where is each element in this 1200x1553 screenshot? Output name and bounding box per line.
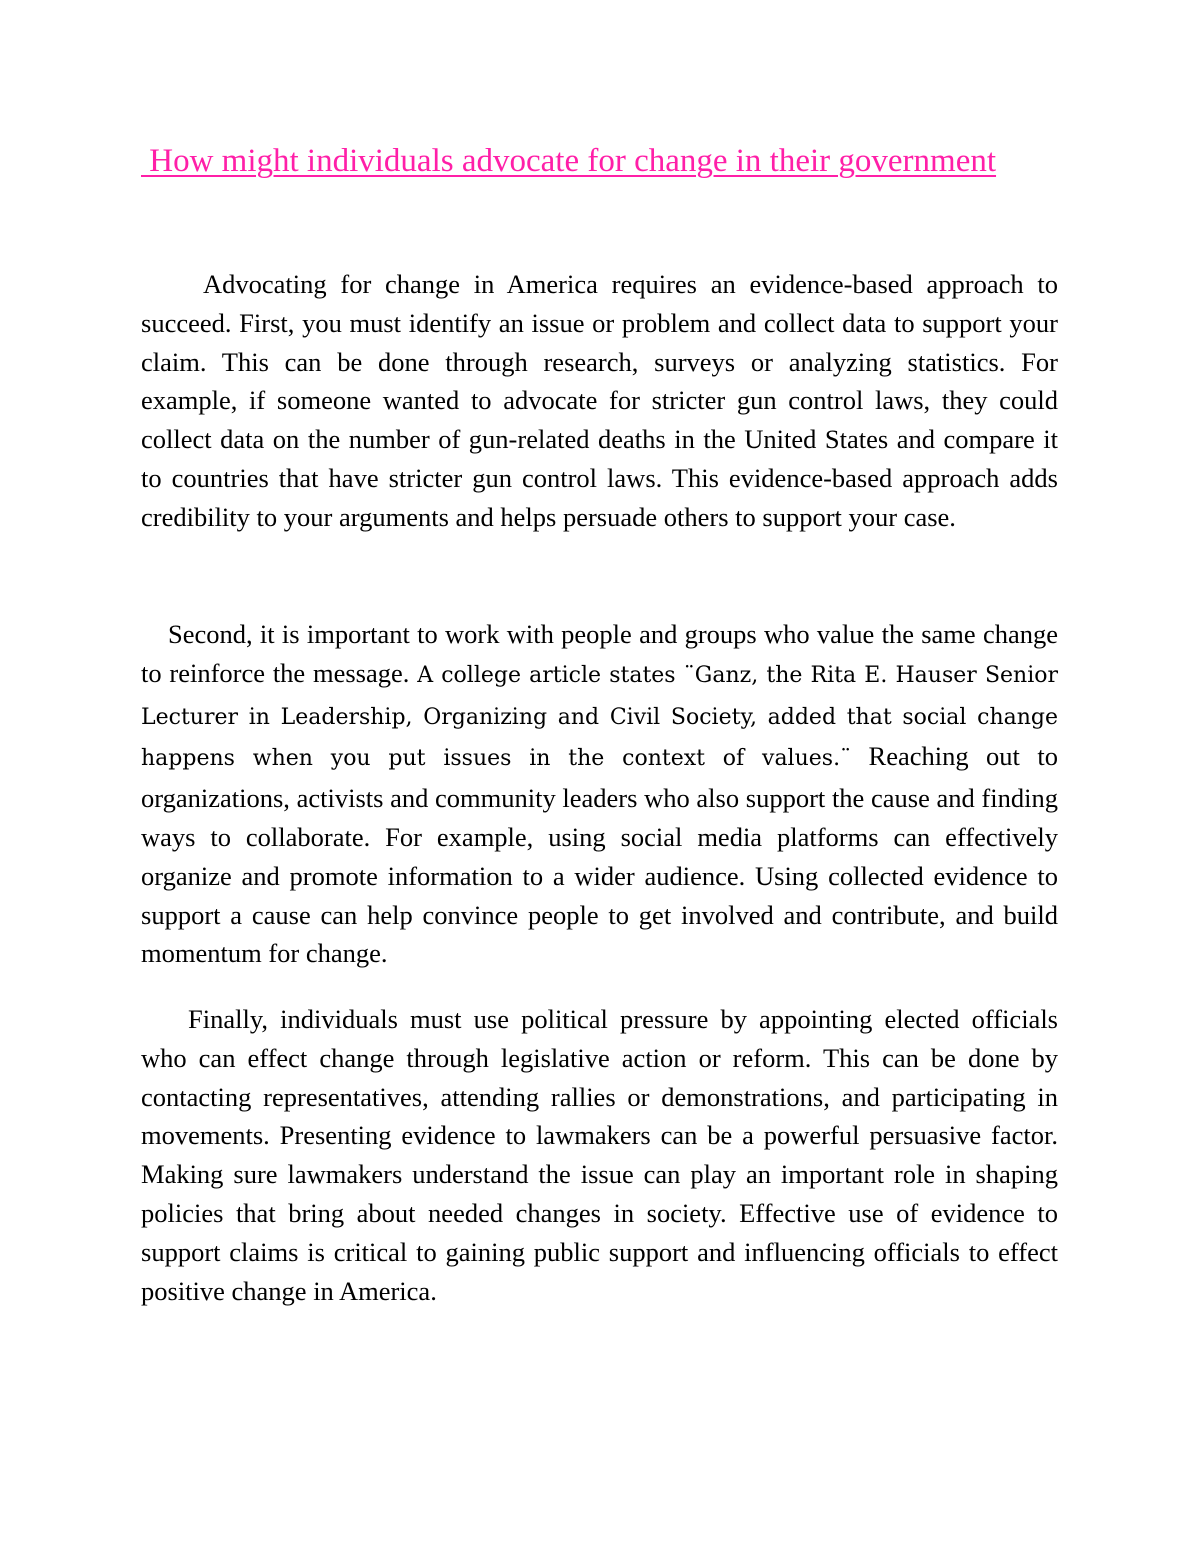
paragraph-work-with-groups [141,615,1058,973]
paragraph-political-pressure: Finally, individuals must use political pressure by appointing elected officials who can effect change through legislative action or reform. This can be done by contacting representatives, attending rallies or demonstrations, and participating in movements. Presenting evidence to lawmakers can be a powerful persuasive factor. Making sure lawmakers understand the issue can play an important role in shaping policies that bring about needed changes in society. Effective use of evidence to support claims is critical to gaining public support and influencing officials to effect positive change in America. [141,1004,1058,1306]
quoted-article: A college article states ¨Ganz, the Rita E. Hauser Senior Lecturer in Leadership, Organizing and Civil Society, added that social change happens when you put issues in the context of values.¨ [141,662,1058,772]
paragraph-tail-text: Reaching out to organizations, activists and community leaders who also support the cause and finding ways to collaborate. For example, using social media platforms can effectively organize and promote information to a wider audience. Using collected evidence to support a cause can help convince people to get involved and contribute, and build momentum for change. [141,741,1058,969]
paragraph-evidence-approach: Advocating for change in America requires an evidence-based approach to succeed. First, you must identify an issue or problem and collect data to support your claim. This can be done through research, surveys or analyzing statistics. For example, if someone wanted to advocate for stricter gun control laws, they could collect data on the number of gun-related deaths in the United States and compare it to countries that have stricter gun control laws. This evidence-based approach adds credibility to your arguments and helps persuade others to support your case. [141,269,1058,532]
document-title: How might individuals advocate for change in their government [141,143,997,179]
paragraph-lead-text: Second, it is important to work with people and groups who value the same change to reinforce the message. [141,619,1058,688]
